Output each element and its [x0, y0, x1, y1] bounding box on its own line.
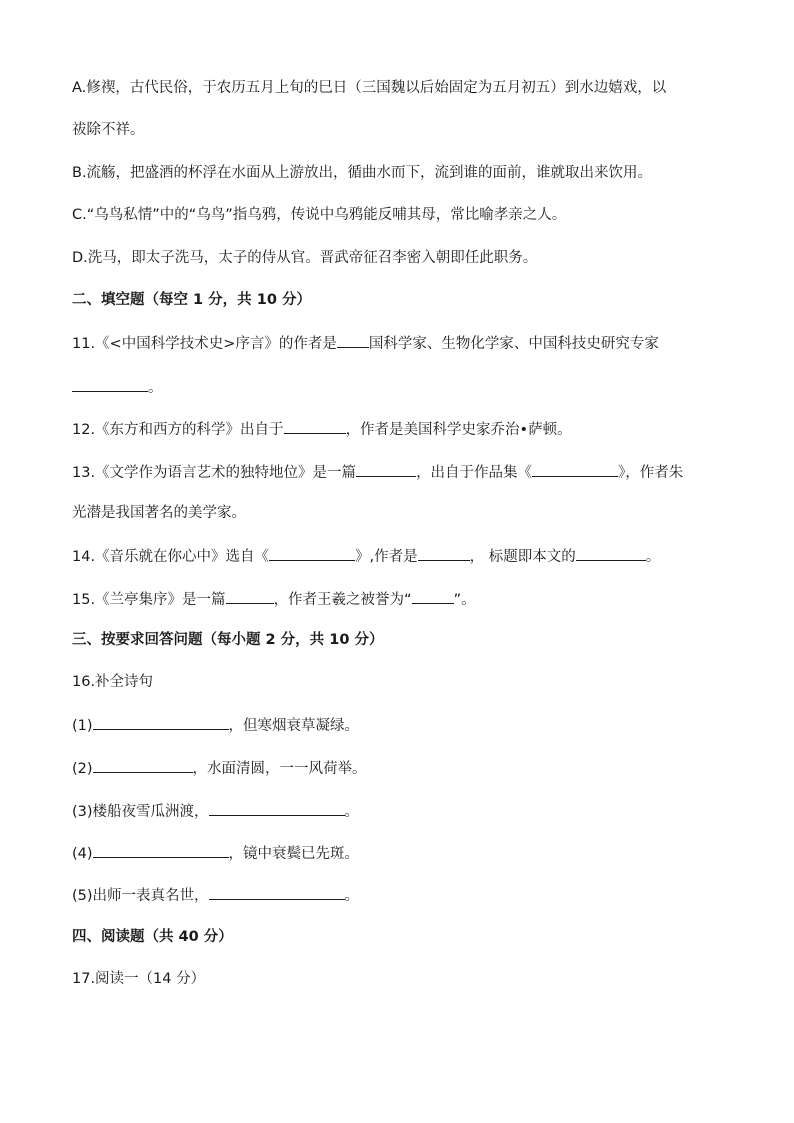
- answer-blank: [356, 461, 416, 477]
- answer-blank: [337, 332, 369, 348]
- answer-blank: [269, 545, 355, 561]
- question-11-line1: 11.《<中国科学技术史>序言》的作者是 国科学家、生物化学家、中国科技史研究专家: [72, 332, 659, 352]
- answer-blank: [576, 545, 646, 561]
- answer-blank: [72, 376, 148, 392]
- section-heading-fill-in: 二、填空题（每空 1 分，共 10 分）: [72, 292, 311, 308]
- answer-blank: [412, 588, 454, 604]
- option-a-line1: A.修禊，古代民俗，于农历五月上旬的巳日（三国魏以后始固定为五月初五）到水边嬉戏，以: [72, 80, 667, 96]
- question-16-title: 16.补全诗句: [72, 674, 154, 690]
- answer-blank: [284, 418, 346, 434]
- option-a-line2: 祓除不祥。: [72, 122, 145, 138]
- poem-line-3: (3)楼船夜雪瓜洲渡， 。: [72, 800, 359, 820]
- section-heading-answer: 三、按要求回答问题（每小题 2 分，共 10 分）: [72, 632, 384, 648]
- answer-blank: [93, 757, 193, 773]
- question-11-line2: 。: [72, 376, 163, 396]
- option-d: D.洗马，即太子洗马，太子的侍从官。晋武帝征召李密入朝即任此职务。: [72, 250, 538, 266]
- option-c: C.“乌鸟私情”中的“乌鸟”指乌鸦，传说中乌鸦能反哺其母，常比喻孝亲之人。: [72, 207, 567, 223]
- question-13-line1: 13.《文学作为语言艺术的独特地位》是一篇 ，出自于作品集《 》，作者朱: [72, 461, 683, 481]
- question-17-title: 17.阅读一（14 分）: [72, 971, 206, 987]
- section-heading-reading: 四、阅读题（共 40 分）: [72, 929, 233, 945]
- question-15: 15.《兰亭集序》是一篇 ，作者王羲之被誉为“ ”。: [72, 588, 476, 608]
- answer-blank: [532, 461, 618, 477]
- question-13-line2: 光潜是我国著名的美学家。: [72, 505, 246, 521]
- poem-line-2: (2) ，水面清圆，一一风荷举。: [72, 757, 367, 777]
- poem-line-1: (1) ，但寒烟衰草凝绿。: [72, 714, 359, 734]
- answer-blank: [209, 884, 345, 900]
- poem-line-4: (4) ，镜中衰鬓已先斑。: [72, 842, 359, 862]
- poem-line-5: (5)出师一表真名世， 。: [72, 884, 359, 904]
- answer-blank: [93, 842, 229, 858]
- answer-blank: [209, 800, 345, 816]
- answer-blank: [418, 545, 470, 561]
- option-b: B.流觞，把盛酒的杯浮在水面从上游放出，循曲水而下，流到谁的面前，谁就取出来饮用。: [72, 165, 653, 181]
- answer-blank: [93, 714, 229, 730]
- question-12: 12.《东方和西方的科学》出自于 ，作者是美国科学史家乔治•萨顿。: [72, 418, 572, 438]
- answer-blank: [226, 588, 274, 604]
- question-14: 14.《音乐就在你心中》选自《 》,作者是 ， 标题即本文的 。: [72, 545, 660, 565]
